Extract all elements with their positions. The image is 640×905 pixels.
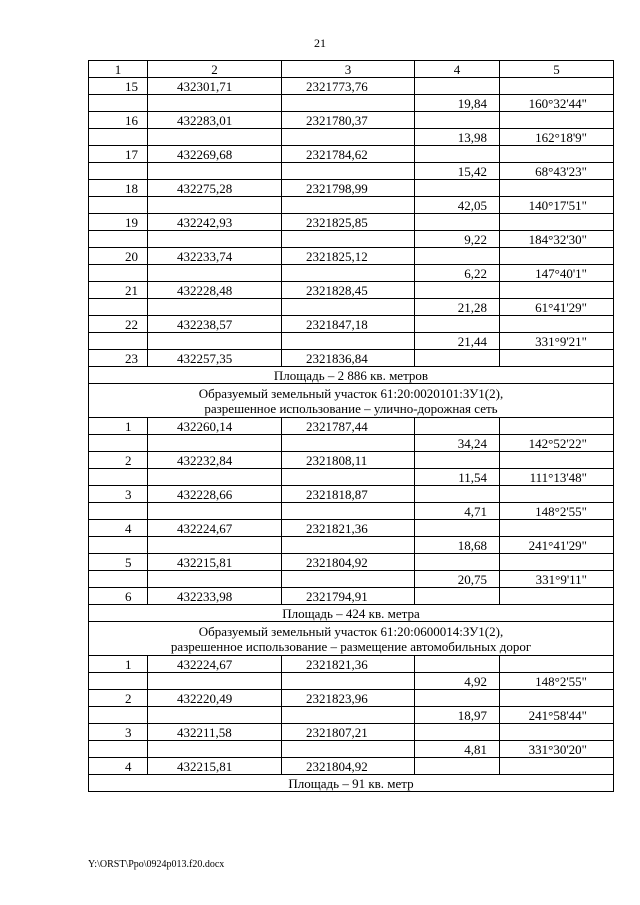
x-coordinate: 432228,66: [148, 486, 282, 503]
segment-direction-angle: 241°58'44": [500, 707, 614, 724]
segment-row: [89, 571, 614, 588]
x-coordinate-empty: [148, 571, 282, 588]
y-coordinate: 2321780,37: [282, 112, 415, 129]
span-text-line: разрешенное использование – улично-дорожная сеть: [204, 400, 498, 416]
y-coordinate-empty: [282, 231, 415, 248]
segment-direction-angle: 331°30'20": [500, 741, 614, 758]
segment-row: [89, 469, 614, 486]
segment-row: [89, 333, 614, 350]
y-coordinate: 2321808,11: [282, 452, 415, 469]
point-row: [89, 248, 614, 265]
point-number: 1: [89, 656, 148, 673]
parcel-heading: [89, 622, 614, 656]
distance-empty: [415, 78, 500, 95]
distance-empty: [415, 486, 500, 503]
x-coordinate-empty: [148, 435, 282, 452]
y-coordinate-empty: [282, 163, 415, 180]
point-number: 1: [89, 418, 148, 435]
segment-row: [89, 95, 614, 112]
point-number: 2: [89, 452, 148, 469]
y-coordinate-empty: [282, 435, 415, 452]
segment-direction-angle: 61°41'29": [500, 299, 614, 316]
header-cell-5: 5: [500, 61, 614, 78]
x-coordinate-empty: [148, 503, 282, 520]
x-coordinate: 432232,84: [148, 452, 282, 469]
y-coordinate-empty: [282, 741, 415, 758]
point-number: 19: [89, 214, 148, 231]
angle-empty: [500, 248, 614, 265]
x-coordinate-empty: [148, 741, 282, 758]
distance-empty: [415, 520, 500, 537]
y-coordinate-empty: [282, 537, 415, 554]
distance-empty: [415, 282, 500, 299]
distance-empty: [415, 554, 500, 571]
segment-distance: 18,97: [415, 707, 500, 724]
segment-row: [89, 741, 614, 758]
segment-distance: 13,98: [415, 129, 500, 146]
point-row: [89, 656, 614, 673]
x-coordinate-empty: [148, 469, 282, 486]
angle-empty: [500, 758, 614, 775]
distance-empty: [415, 248, 500, 265]
header-cell-4: 4: [415, 61, 500, 78]
segment-distance: 20,75: [415, 571, 500, 588]
segment-row: [89, 163, 614, 180]
point-number-empty: [89, 707, 148, 724]
segment-distance: 4,81: [415, 741, 500, 758]
segment-direction-angle: 331°9'21": [500, 333, 614, 350]
y-coordinate: 2321818,87: [282, 486, 415, 503]
point-number: 4: [89, 758, 148, 775]
angle-empty: [500, 350, 614, 367]
x-coordinate-empty: [148, 707, 282, 724]
point-number: 22: [89, 316, 148, 333]
distance-empty: [415, 214, 500, 231]
y-coordinate: 2321773,76: [282, 78, 415, 95]
segment-direction-angle: 331°9'11": [500, 571, 614, 588]
header-cell-3: 3: [282, 61, 415, 78]
point-number-empty: [89, 299, 148, 316]
point-number: 23: [89, 350, 148, 367]
distance-empty: [415, 112, 500, 129]
point-number: 3: [89, 486, 148, 503]
point-row: [89, 724, 614, 741]
y-coordinate-empty: [282, 673, 415, 690]
y-coordinate-empty: [282, 571, 415, 588]
area-row: [89, 775, 614, 792]
point-number-empty: [89, 231, 148, 248]
angle-empty: [500, 690, 614, 707]
segment-distance: 21,28: [415, 299, 500, 316]
point-row: [89, 350, 614, 367]
x-coordinate-empty: [148, 197, 282, 214]
distance-empty: [415, 758, 500, 775]
y-coordinate-empty: [282, 95, 415, 112]
segment-distance: 42,05: [415, 197, 500, 214]
point-number: 21: [89, 282, 148, 299]
segment-row: [89, 707, 614, 724]
segment-distance: 34,24: [415, 435, 500, 452]
point-number-empty: [89, 503, 148, 520]
point-number-empty: [89, 469, 148, 486]
segment-direction-angle: 148°2'55": [500, 673, 614, 690]
x-coordinate: 432215,81: [148, 758, 282, 775]
x-coordinate-empty: [148, 299, 282, 316]
distance-empty: [415, 180, 500, 197]
point-row: [89, 486, 614, 503]
x-coordinate-empty: [148, 231, 282, 248]
x-coordinate-empty: [148, 265, 282, 282]
segment-row: [89, 673, 614, 690]
segment-direction-angle: 147°40'1": [500, 265, 614, 282]
point-number: 4: [89, 520, 148, 537]
segment-direction-angle: 241°41'29": [500, 537, 614, 554]
angle-empty: [500, 316, 614, 333]
point-number: 17: [89, 146, 148, 163]
area-total: [89, 605, 614, 622]
x-coordinate: 432269,68: [148, 146, 282, 163]
header-cell-2: 2: [148, 61, 282, 78]
angle-empty: [500, 486, 614, 503]
point-number: 16: [89, 112, 148, 129]
distance-empty: [415, 724, 500, 741]
x-coordinate-empty: [148, 163, 282, 180]
angle-empty: [500, 588, 614, 605]
span-text-line: Образуемый земельный участок 61:20:0600014:ЗУ1(2),: [198, 623, 504, 639]
span-text-line: Площадь – 2 886 кв. метров: [273, 367, 429, 383]
segment-direction-angle: 148°2'55": [500, 503, 614, 520]
point-number: 18: [89, 180, 148, 197]
point-number: 15: [89, 78, 148, 95]
point-row: [89, 180, 614, 197]
angle-empty: [500, 520, 614, 537]
angle-empty: [500, 146, 614, 163]
segment-distance: 11,54: [415, 469, 500, 486]
area-row: [89, 367, 614, 384]
point-row: [89, 282, 614, 299]
y-coordinate: 2321807,21: [282, 724, 415, 741]
point-number-empty: [89, 741, 148, 758]
y-coordinate: 2321823,96: [282, 690, 415, 707]
angle-empty: [500, 554, 614, 571]
x-coordinate-empty: [148, 129, 282, 146]
segment-direction-angle: 68°43'23": [500, 163, 614, 180]
table-body: [89, 78, 614, 792]
x-coordinate: 432242,93: [148, 214, 282, 231]
x-coordinate: 432215,81: [148, 554, 282, 571]
x-coordinate: 432257,35: [148, 350, 282, 367]
point-row: [89, 520, 614, 537]
angle-empty: [500, 112, 614, 129]
y-coordinate: 2321847,18: [282, 316, 415, 333]
point-row: [89, 316, 614, 333]
point-row: [89, 146, 614, 163]
segment-row: [89, 299, 614, 316]
point-row: [89, 112, 614, 129]
y-coordinate: 2321825,85: [282, 214, 415, 231]
point-number: 3: [89, 724, 148, 741]
point-number-empty: [89, 129, 148, 146]
point-number-empty: [89, 333, 148, 350]
y-coordinate-empty: [282, 129, 415, 146]
y-coordinate-empty: [282, 299, 415, 316]
segment-direction-angle: 160°32'44": [500, 95, 614, 112]
distance-empty: [415, 418, 500, 435]
segment-row: [89, 435, 614, 452]
segment-direction-angle: 184°32'30": [500, 231, 614, 248]
x-coordinate: 432238,57: [148, 316, 282, 333]
point-number-empty: [89, 571, 148, 588]
x-coordinate: 432224,67: [148, 520, 282, 537]
segment-row: [89, 537, 614, 554]
segment-direction-angle: 142°52'22": [500, 435, 614, 452]
parcel-heading: [89, 384, 614, 418]
y-coordinate-empty: [282, 707, 415, 724]
x-coordinate-empty: [148, 333, 282, 350]
y-coordinate: 2321798,99: [282, 180, 415, 197]
point-number-empty: [89, 163, 148, 180]
page-number: 21: [314, 36, 326, 50]
point-number-empty: [89, 435, 148, 452]
span-text-line: Образуемый земельный участок 61:20:0020101:ЗУ1(2),: [198, 385, 504, 401]
angle-empty: [500, 418, 614, 435]
span-text-line: Площадь – 91 кв. метр: [288, 775, 414, 791]
segment-row: [89, 197, 614, 214]
segment-row: [89, 265, 614, 282]
file-path-footer: Y:\ORST\Ppo\0924p013.f20.docx: [88, 859, 225, 870]
y-coordinate-empty: [282, 333, 415, 350]
x-coordinate: 432233,98: [148, 588, 282, 605]
segment-row: [89, 129, 614, 146]
segment-distance: 4,92: [415, 673, 500, 690]
segment-distance: 21,44: [415, 333, 500, 350]
y-coordinate: 2321784,62: [282, 146, 415, 163]
x-coordinate: 432260,14: [148, 418, 282, 435]
x-coordinate: 432301,71: [148, 78, 282, 95]
x-coordinate: 432233,74: [148, 248, 282, 265]
y-coordinate-empty: [282, 197, 415, 214]
y-coordinate: 2321794,91: [282, 588, 415, 605]
point-number: 20: [89, 248, 148, 265]
segment-row: [89, 503, 614, 520]
point-number: 5: [89, 554, 148, 571]
point-row: [89, 78, 614, 95]
angle-empty: [500, 282, 614, 299]
point-row: [89, 588, 614, 605]
segment-row: [89, 231, 614, 248]
angle-empty: [500, 724, 614, 741]
x-coordinate: 432220,49: [148, 690, 282, 707]
segment-distance: 6,22: [415, 265, 500, 282]
y-coordinate: 2321821,36: [282, 656, 415, 673]
point-number-empty: [89, 673, 148, 690]
y-coordinate: 2321828,45: [282, 282, 415, 299]
distance-empty: [415, 690, 500, 707]
area-total: [89, 367, 614, 384]
segment-direction-angle: 162°18'9": [500, 129, 614, 146]
point-number-empty: [89, 197, 148, 214]
x-coordinate: 432283,01: [148, 112, 282, 129]
x-coordinate: 432228,48: [148, 282, 282, 299]
coordinates-table: [88, 60, 614, 792]
point-row: [89, 214, 614, 231]
distance-empty: [415, 452, 500, 469]
parcel-heading-row: [89, 384, 614, 418]
point-number-empty: [89, 537, 148, 554]
x-coordinate: 432211,58: [148, 724, 282, 741]
parcel-heading-row: [89, 622, 614, 656]
segment-direction-angle: 140°17'51": [500, 197, 614, 214]
span-text-line: Площадь – 424 кв. метра: [282, 605, 420, 621]
angle-empty: [500, 214, 614, 231]
angle-empty: [500, 656, 614, 673]
area-row: [89, 605, 614, 622]
distance-empty: [415, 146, 500, 163]
segment-distance: 15,42: [415, 163, 500, 180]
point-row: [89, 452, 614, 469]
point-row: [89, 690, 614, 707]
angle-empty: [500, 78, 614, 95]
header-cell-1: 1: [89, 61, 148, 78]
segment-direction-angle: 111°13'48": [500, 469, 614, 486]
angle-empty: [500, 180, 614, 197]
distance-empty: [415, 350, 500, 367]
span-text-line: разрешенное использование – размещение автомобильных дорог: [170, 638, 532, 654]
y-coordinate: 2321787,44: [282, 418, 415, 435]
x-coordinate-empty: [148, 673, 282, 690]
segment-distance: 19,84: [415, 95, 500, 112]
y-coordinate-empty: [282, 503, 415, 520]
segment-distance: 4,71: [415, 503, 500, 520]
segment-distance: 18,68: [415, 537, 500, 554]
point-number-empty: [89, 95, 148, 112]
distance-empty: [415, 588, 500, 605]
area-total: [89, 775, 614, 792]
point-number: 6: [89, 588, 148, 605]
point-row: [89, 418, 614, 435]
y-coordinate: 2321836,84: [282, 350, 415, 367]
y-coordinate: 2321821,36: [282, 520, 415, 537]
distance-empty: [415, 316, 500, 333]
point-number: 2: [89, 690, 148, 707]
point-number-empty: [89, 265, 148, 282]
segment-distance: 9,22: [415, 231, 500, 248]
header-row: [89, 61, 614, 78]
point-row: [89, 758, 614, 775]
y-coordinate: 2321804,92: [282, 758, 415, 775]
y-coordinate: 2321804,92: [282, 554, 415, 571]
y-coordinate: 2321825,12: [282, 248, 415, 265]
x-coordinate: 432275,28: [148, 180, 282, 197]
x-coordinate-empty: [148, 95, 282, 112]
y-coordinate-empty: [282, 265, 415, 282]
distance-empty: [415, 656, 500, 673]
x-coordinate-empty: [148, 537, 282, 554]
x-coordinate: 432224,67: [148, 656, 282, 673]
point-row: [89, 554, 614, 571]
y-coordinate-empty: [282, 469, 415, 486]
angle-empty: [500, 452, 614, 469]
